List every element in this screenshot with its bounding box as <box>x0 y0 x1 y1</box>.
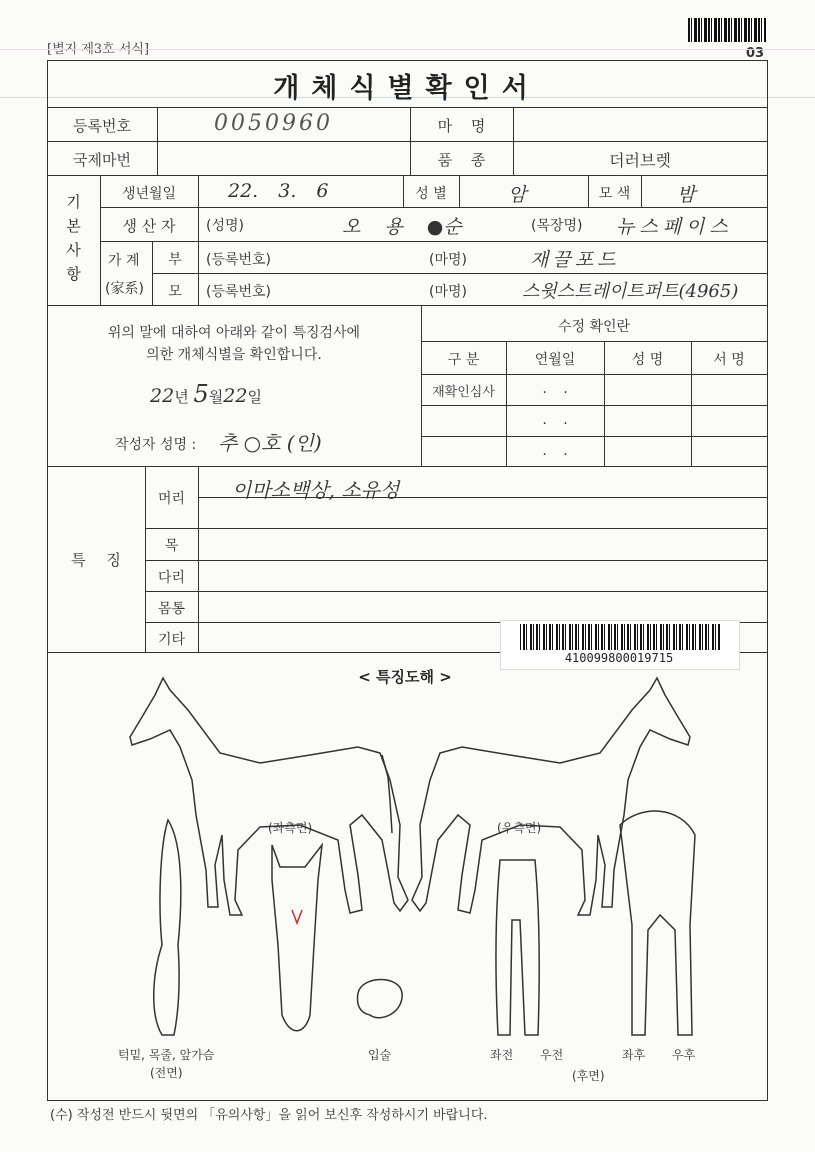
grid-line <box>198 175 199 241</box>
front-legs-view <box>496 860 539 1035</box>
correction-title: 수정 확인란 <box>557 319 631 335</box>
grid-line <box>100 241 767 242</box>
grid-line <box>145 560 767 561</box>
grid-line <box>100 207 767 208</box>
sire-name-value: 재끌포드 <box>530 249 620 271</box>
features-section-label: 특 징 <box>71 551 121 569</box>
dam-reg-sub: (등록번호) <box>206 284 272 300</box>
footer-note: (수) 작성전 반드시 뒷면의 「유의사항」을 읽어 보신후 작성하시기 바랍니다. <box>50 1108 488 1123</box>
horse-name-label: 마 명 <box>437 117 486 135</box>
front-caption: 턱밑, 목줄, 앞가슴 <box>118 1048 215 1062</box>
confirm-date <box>150 380 262 408</box>
date-day-unit: 일 <box>247 388 262 406</box>
grid-line <box>145 528 767 529</box>
horse-diagrams <box>100 675 720 1045</box>
birth-label: 생년월일 <box>121 186 177 202</box>
diagram-title: < 특징도해 > <box>358 668 452 686</box>
grid-line <box>198 466 199 652</box>
feature-label-body: 몸통 <box>157 601 186 617</box>
basic-label-char: 기 <box>66 193 81 211</box>
correction-header: 서 명 <box>713 352 745 368</box>
grid-line <box>47 466 767 467</box>
hind-view <box>620 811 695 1035</box>
dam-label: 모 <box>168 284 182 300</box>
color-value: 밤 <box>677 184 696 206</box>
right-side-caption: (우측면) <box>497 821 542 835</box>
lineage-label: 가 계 <box>108 253 140 269</box>
barcode-bars <box>520 624 720 650</box>
muzzle-view <box>358 980 403 1018</box>
date-year-unit: 년 <box>174 388 189 406</box>
correction-date: . . <box>542 443 568 459</box>
grid-line <box>152 273 767 274</box>
form-tag: [별지 제3호 서식] <box>47 42 150 57</box>
front-sub-caption: (전면) <box>150 1066 183 1080</box>
basic-section-label <box>47 190 100 286</box>
left-side-horse <box>130 678 408 915</box>
correction-date: . . <box>542 412 568 428</box>
producer-name-sub: (성명) <box>206 218 244 234</box>
grid-line <box>421 436 767 437</box>
sire-reg-sub: (등록번호) <box>206 252 272 268</box>
producer-name-value: 오 용 ●순 <box>342 216 462 238</box>
dam-name-value: 스윗스트레이트퍼트(4965) <box>522 281 739 302</box>
statement-line-1: 위의 말에 대하여 아래와 같이 특징검사에 <box>107 325 361 341</box>
color-label: 모 색 <box>598 186 631 202</box>
head-front-view <box>272 845 322 1031</box>
grid-line <box>421 405 767 406</box>
correction-header: 구 분 <box>447 352 480 368</box>
sex-value: 암 <box>508 184 527 206</box>
barcode-number: 410099800019715 <box>564 651 674 665</box>
feature-value-head: 이마소백상, 소유성 <box>232 478 400 502</box>
correction-header: 성 명 <box>631 352 664 368</box>
front-left-leg-caption: 좌전 <box>490 1048 514 1062</box>
feature-label-neck: 목 <box>164 538 179 554</box>
grid-line <box>47 175 767 176</box>
producer-label: 생 산 자 <box>122 217 176 235</box>
dam-name-sub: (마명) <box>429 284 467 300</box>
front-view-horse <box>154 820 181 1035</box>
grid-line <box>198 241 199 305</box>
basic-label-char: 항 <box>66 265 81 283</box>
document-title: 개체식별확인서 <box>273 73 540 104</box>
author-signature: 추 ○호 (인) <box>218 431 322 455</box>
hind-sub-caption: (후면) <box>572 1069 605 1083</box>
grid-line <box>145 591 767 592</box>
date-month-unit: 월 <box>208 388 224 406</box>
hind-left-leg-caption: 좌후 <box>622 1048 646 1062</box>
date-day: 22 <box>223 385 248 407</box>
intl-no-label: 국제마번 <box>73 151 131 169</box>
sire-name-sub: (마명) <box>429 252 467 268</box>
basic-label-char: 본 <box>66 217 81 235</box>
left-side-caption: (좌측면) <box>268 821 313 835</box>
feature-label-head: 머리 <box>157 491 186 507</box>
date-month: 5 <box>193 380 209 408</box>
top-barcode <box>688 18 766 42</box>
date-year: 22 <box>150 385 175 407</box>
grid-line <box>641 175 642 207</box>
farm-value: 뉴스페이스 <box>616 216 733 238</box>
reg-no-value: 0050960 <box>214 111 333 136</box>
feature-label-other: 기타 <box>157 632 186 648</box>
breed-value: 더러브렛 <box>609 151 671 170</box>
basic-label-char: 사 <box>66 241 81 259</box>
author-label: 작성자 성명 : <box>115 437 197 453</box>
birth-value: 22. 3. 6 <box>228 180 329 202</box>
lineage-label-hanja: (家系) <box>105 281 144 297</box>
farm-sub: (목장명) <box>531 218 583 234</box>
grid-line <box>47 107 767 108</box>
grid-line <box>421 341 767 342</box>
breed-label: 품 종 <box>437 151 486 169</box>
correction-date: . . <box>542 381 568 397</box>
grid-line <box>157 107 158 175</box>
correction-type: 재확인심사 <box>432 385 495 400</box>
reg-no-label: 등록번호 <box>73 117 131 135</box>
grid-line <box>47 305 767 306</box>
page-number: 03 <box>746 46 765 61</box>
grid-line <box>459 175 460 207</box>
right-side-horse <box>412 678 690 915</box>
muzzle-caption: 입술 <box>368 1048 392 1062</box>
sire-label: 부 <box>168 252 182 268</box>
scan-line <box>0 49 815 50</box>
grid-line <box>47 141 767 142</box>
statement-line-2: 의한 개체식별을 확인합니다. <box>146 347 322 363</box>
correction-header: 연월일 <box>534 352 576 368</box>
sex-label: 성 별 <box>415 186 447 202</box>
front-right-leg-caption: 우전 <box>540 1048 564 1062</box>
feature-label-legs: 다리 <box>157 570 186 586</box>
grid-line <box>421 374 767 375</box>
hind-right-leg-caption: 우후 <box>672 1048 696 1062</box>
